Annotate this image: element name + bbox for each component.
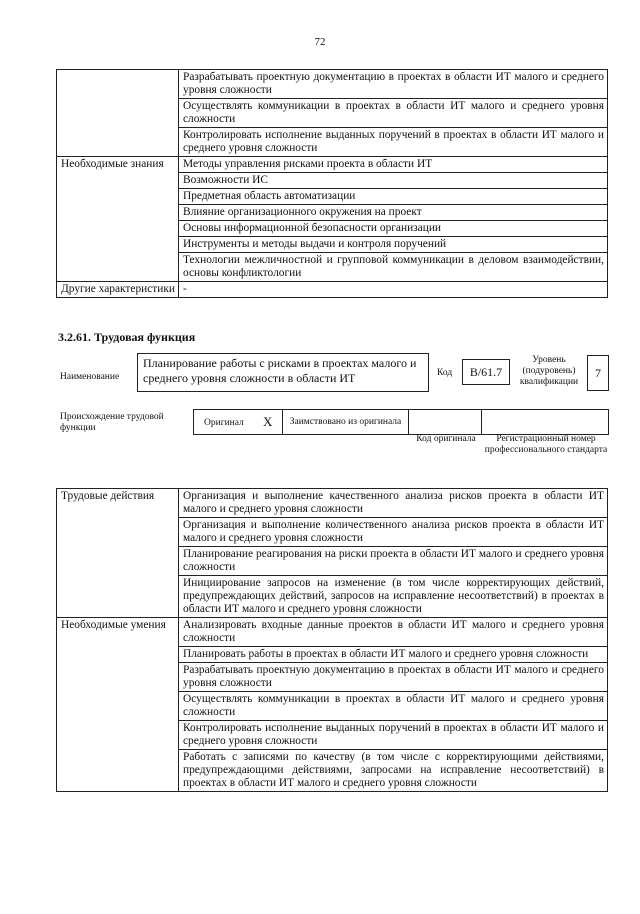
table-cell: Работать с записями по качеству (в том числе с корректирующими действиями, предупреждающими действиями, запросами на исправление несоответствий) в проектах в области ИТ малого и среднего уровня сложности: [179, 750, 608, 792]
table-cell: Инициирование запросов на изменение (в том числе корректирующих действий, предупреждающих действий, запросов на исправление несоответствий) в проектах в области ИТ малого и среднего уровня сложности: [179, 576, 608, 618]
table-cell: Инструменты и методы выдачи и контроля поручений: [179, 237, 608, 253]
table-cell: Возможности ИС: [179, 173, 608, 189]
code-value: B/61.7: [469, 365, 503, 379]
other-characteristics-label: Другие характеристики: [57, 282, 179, 298]
registration-number-box: [481, 409, 609, 435]
original-mark: X: [263, 414, 273, 429]
original-code-box: [408, 409, 482, 435]
table-cell: Разрабатывать проектную документацию в проектах в области ИТ малого и среднего уровня сложности: [179, 663, 608, 692]
table-row: [57, 282, 608, 298]
table-cell: Методы управления рисками проекта в области ИТ: [179, 157, 608, 173]
table-cell: Планировать работы в проектах в области ИТ малого и среднего уровня сложности: [179, 647, 608, 663]
page-number: 72: [314, 36, 326, 48]
skills-label: Необходимые умения: [57, 618, 179, 792]
table-cell: Предметная область автоматизации: [179, 189, 608, 205]
labor-actions-table: [56, 488, 608, 792]
level-box: [587, 355, 609, 391]
table-cell: Планирование реагирования на риски проекта в области ИТ малого и среднего уровня сложности: [179, 547, 608, 576]
table-cell: Основы информационной безопасности организации: [179, 221, 608, 237]
origin-label: Происхождение трудовой функции: [60, 412, 164, 433]
function-name: Планирование работы с рисками в проектах малого и среднего уровня сложности в области ИТ: [143, 356, 417, 385]
table-cell: Влияние организационного окружения на проект: [179, 205, 608, 221]
borrowed-box: [282, 409, 409, 435]
section-title: 3.2.61. Трудовая функция: [58, 330, 196, 344]
table-row: [57, 618, 608, 647]
code-box: [462, 359, 510, 385]
knowledge-label: Необходимые знания: [57, 157, 179, 282]
table-cell: Осуществлять коммуникации в проектах в области ИТ малого и среднего уровня сложности: [179, 99, 608, 128]
function-name-box: [137, 353, 429, 392]
original-box: [193, 409, 283, 435]
skills-knowledge-table: [56, 69, 608, 298]
table-cell: Организация и выполнение количественного анализа рисков проекта в области ИТ малого и среднего уровня сложности: [179, 518, 608, 547]
code-label: Код: [437, 368, 453, 378]
table-cell: Анализировать входные данные проектов в области ИТ малого и среднего уровня сложности: [179, 618, 608, 647]
name-label: Наименование: [60, 372, 120, 382]
labor-actions-label: Трудовые действия: [57, 489, 179, 618]
table-cell: Осуществлять коммуникации в проектах в области ИТ малого и среднего уровня сложности: [179, 692, 608, 721]
table-row: [57, 157, 608, 173]
borrowed-label: Заимствовано из оригинала: [289, 417, 402, 427]
table-row: [57, 70, 608, 99]
table-cell: Контролировать исполнение выданных поручений в проектах в области ИТ малого и среднего уровня сложности: [179, 721, 608, 750]
table-label-empty: [57, 70, 179, 157]
qualification-level-label: Уровень (подуровень) квалификации: [519, 355, 579, 387]
table-row: [57, 489, 608, 518]
original-code-caption: Код оригинала: [416, 434, 476, 444]
registration-number-caption: Регистрационный номер профессионального стандарта: [484, 434, 608, 455]
level-value: 7: [595, 366, 601, 380]
table-cell: Технологии межличностной и групповой коммуникации в деловом взаимодействии, основы конфликтологии: [179, 253, 608, 282]
table-cell: Организация и выполнение качественного анализа рисков проекта в области ИТ малого и среднего уровня сложности: [179, 489, 608, 518]
original-label: Оригинал: [204, 418, 244, 428]
table-cell: Разрабатывать проектную документацию в проектах в области ИТ малого и среднего уровня сложности: [179, 70, 608, 99]
table-cell: -: [179, 282, 608, 298]
table-cell: Контролировать исполнение выданных поручений в проектах в области ИТ малого и среднего уровня сложности: [179, 128, 608, 157]
